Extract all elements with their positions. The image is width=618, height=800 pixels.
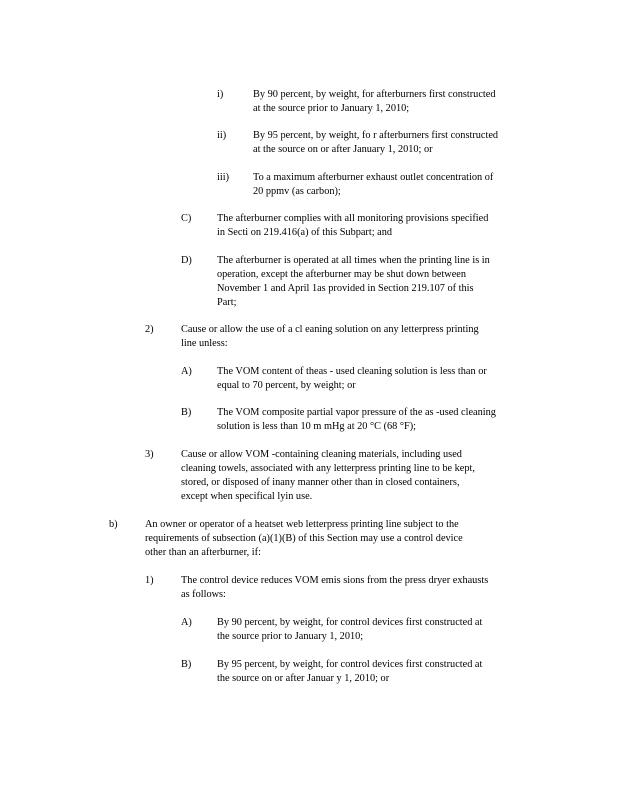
item-text-line: cleaning towels, associated with any letterpress printing line to be kept,: [181, 463, 475, 474]
item-text-line: other than an afterburner, if:: [145, 547, 261, 558]
item-text-line: line unless:: [181, 338, 228, 349]
item-text-line: at the source on or after January 1, 2010; or: [253, 144, 433, 155]
item-label: 3): [145, 449, 154, 460]
item-text-line: Part;: [217, 297, 237, 308]
item-text-line: at the source prior to January 1, 2010;: [253, 103, 410, 114]
item-label: C): [181, 213, 192, 224]
item-text-line: The VOM content of theas - used cleaning solution is less than or: [217, 366, 487, 377]
item-text-line: The afterburner complies with all monitoring provisions specified: [217, 213, 489, 224]
item-text-line: Cause or allow VOM -containing cleaning materials, including used: [181, 449, 462, 460]
item-text-line: By 95 percent, by weight, for control devices first constructed at: [217, 659, 483, 670]
item-label: B): [181, 407, 192, 418]
item-text-line: stored, or disposed of inany manner other than in closed containers,: [181, 477, 460, 488]
item-label: D): [181, 255, 192, 266]
item-label: ii): [217, 130, 227, 141]
item-text-line: By 90 percent, by weight, for afterburners first constructed: [253, 89, 496, 100]
item-text-line: By 95 percent, by weight, fo r afterburners first constructed: [253, 130, 499, 141]
item-label: B): [181, 659, 192, 670]
item-text-line: equal to 70 percent, by weight; or: [217, 380, 356, 391]
item-text-line: The control device reduces VOM emis sions from the press dryer exhausts: [181, 575, 489, 586]
item-text-line: By 90 percent, by weight, for control devices first constructed at: [217, 617, 483, 628]
item-text-line: except when specifical lyin use.: [181, 491, 313, 502]
item-text-line: in Secti on 219.416(a) of this Subpart; and: [217, 227, 393, 238]
item-label: i): [217, 89, 224, 100]
item-text-line: operation, except the afterburner may be shut down between: [217, 269, 467, 280]
item-text-line: 20 ppmv (as carbon);: [253, 186, 341, 197]
item-label: iii): [217, 172, 230, 183]
item-text-line: the source on or after Januar y 1, 2010; or: [217, 673, 390, 684]
item-label: 2): [145, 324, 154, 335]
item-text-line: Cause or allow the use of a cl eaning solution on any letterpress printing: [181, 324, 479, 335]
item-text-line: the source prior to January 1, 2010;: [217, 631, 364, 642]
item-label: A): [181, 366, 192, 377]
item-text-line: An owner or operator of a heatset web letterpress printing line subject to the: [145, 519, 459, 530]
item-text-line: The afterburner is operated at all times when the printing line is in: [217, 255, 490, 266]
item-text-line: The VOM composite partial vapor pressure of the as -used cleaning: [217, 407, 496, 418]
item-label: b): [109, 519, 118, 530]
item-label: A): [181, 617, 192, 628]
item-text-line: as follows:: [181, 589, 226, 600]
item-text-line: November 1 and April 1as provided in Section 219.107 of this: [217, 283, 474, 294]
item-label: 1): [145, 575, 154, 586]
item-text-line: solution is less than 10 m mHg at 20 °C (68 °F);: [217, 421, 417, 432]
item-text-line: To a maximum afterburner exhaust outlet concentration of: [253, 172, 494, 183]
item-text-line: requirements of subsection (a)(1)(B) of this Section may use a control device: [145, 533, 463, 544]
